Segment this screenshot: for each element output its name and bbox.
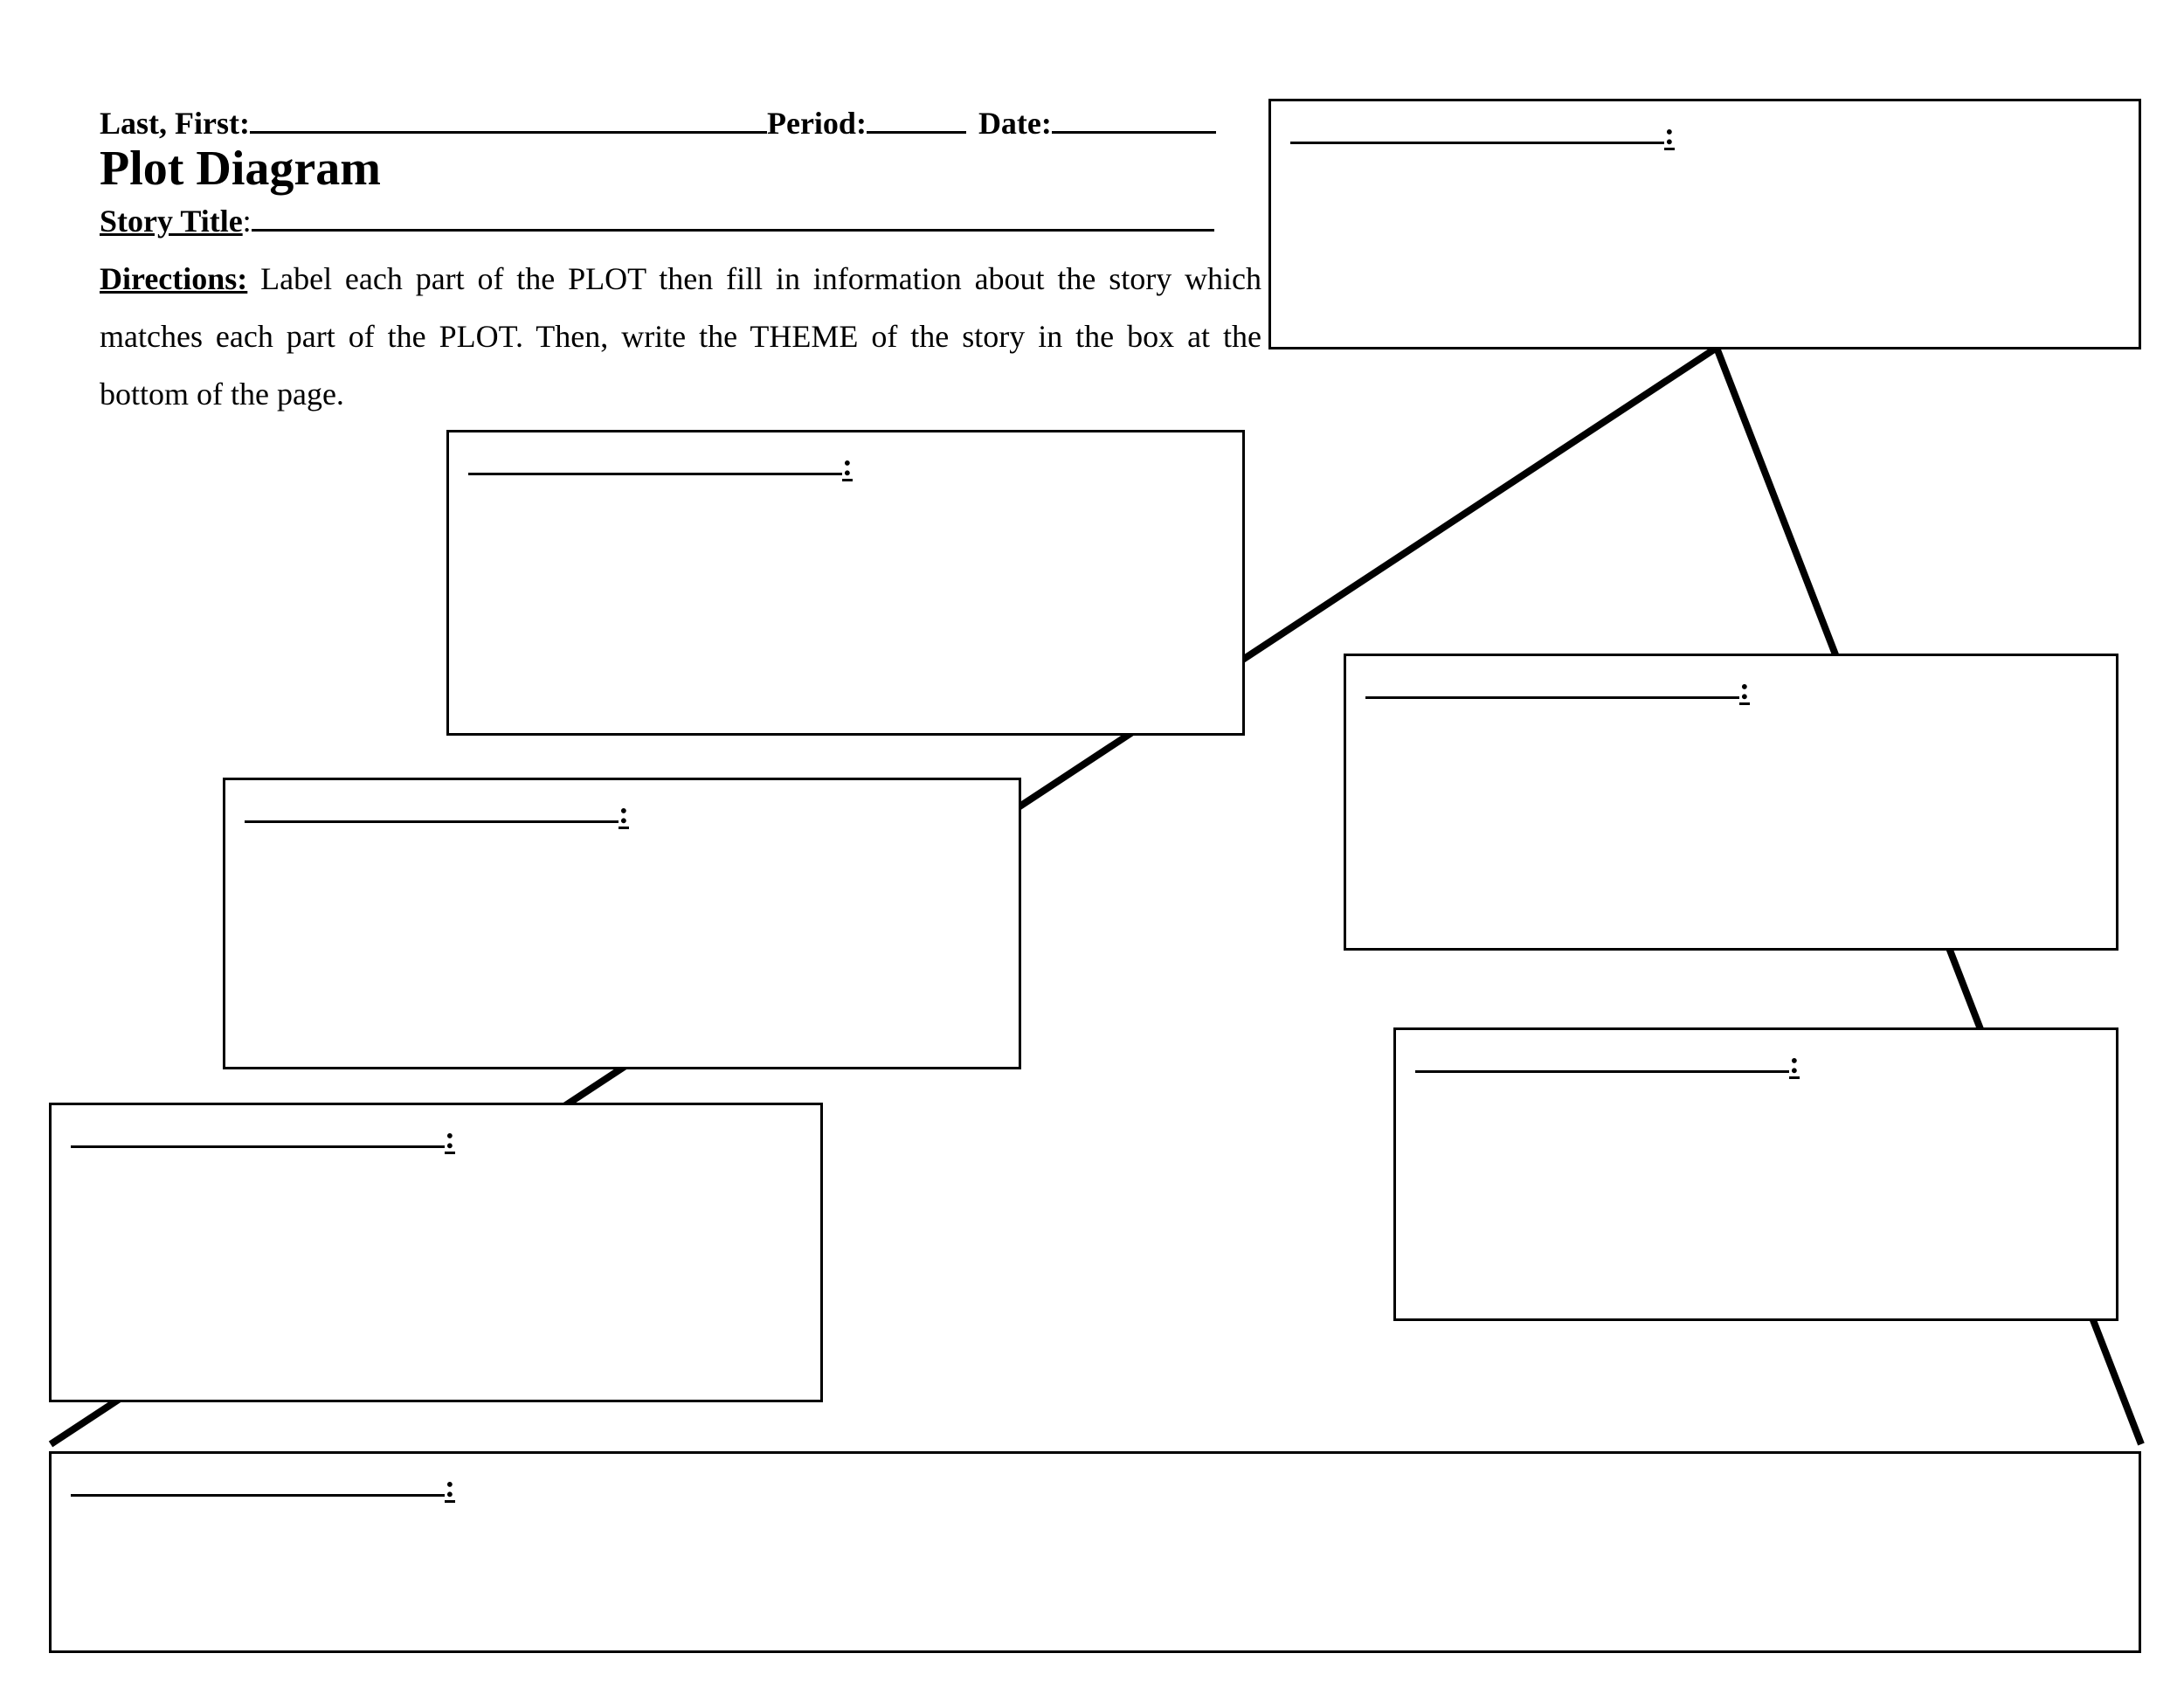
period-label: Period:: [766, 106, 867, 141]
plot-box-climax[interactable]: [1268, 99, 2141, 349]
label-blank[interactable]: [1290, 110, 1664, 144]
label-blank[interactable]: [1365, 665, 1739, 699]
plot-box-rising-2[interactable]: [223, 778, 1021, 1069]
plot-box-falling-1[interactable]: [1344, 654, 2118, 951]
page-title: Plot Diagram: [100, 142, 381, 196]
label-blank[interactable]: [245, 789, 619, 823]
date-field[interactable]: [1052, 98, 1216, 134]
label-blank[interactable]: [1415, 1039, 1789, 1073]
label-blank[interactable]: [71, 1463, 445, 1497]
directions-text: Label each part of the PLOT then fill in information about the story which matches each part of the PLOT. Then, write the THEME of the story in the box at the bottom of the page.: [100, 261, 1262, 412]
plot-box-exposition[interactable]: [49, 1103, 823, 1402]
directions-paragraph: [100, 250, 1261, 423]
plot-box-label: :: [1415, 1039, 1800, 1074]
directions-label: Directions:: [100, 261, 248, 296]
plot-box-label: :: [1365, 665, 1750, 700]
plot-box-label: :: [1290, 110, 1675, 145]
plot-box-label: :: [468, 441, 853, 476]
plot-box-label: :: [71, 1114, 455, 1149]
student-info-row: [100, 98, 1235, 142]
plot-box-label: :: [245, 789, 629, 824]
story-title-label: Story Title: [100, 204, 243, 239]
label-blank[interactable]: [71, 1114, 445, 1148]
period-field[interactable]: [867, 98, 966, 134]
story-title-colon: :: [242, 204, 252, 239]
story-title-field[interactable]: [252, 197, 1214, 232]
label-blank[interactable]: [468, 441, 842, 475]
plot-box-label: :: [71, 1463, 455, 1498]
name-field[interactable]: [250, 98, 767, 134]
name-label: Last, First:: [100, 106, 250, 141]
date-label: Date:: [978, 106, 1052, 141]
plot-box-rising-3[interactable]: [446, 430, 1245, 736]
plot-box-falling-2[interactable]: [1393, 1027, 2118, 1321]
plot-box-theme[interactable]: [49, 1451, 2141, 1653]
story-title-row: [100, 197, 1214, 240]
